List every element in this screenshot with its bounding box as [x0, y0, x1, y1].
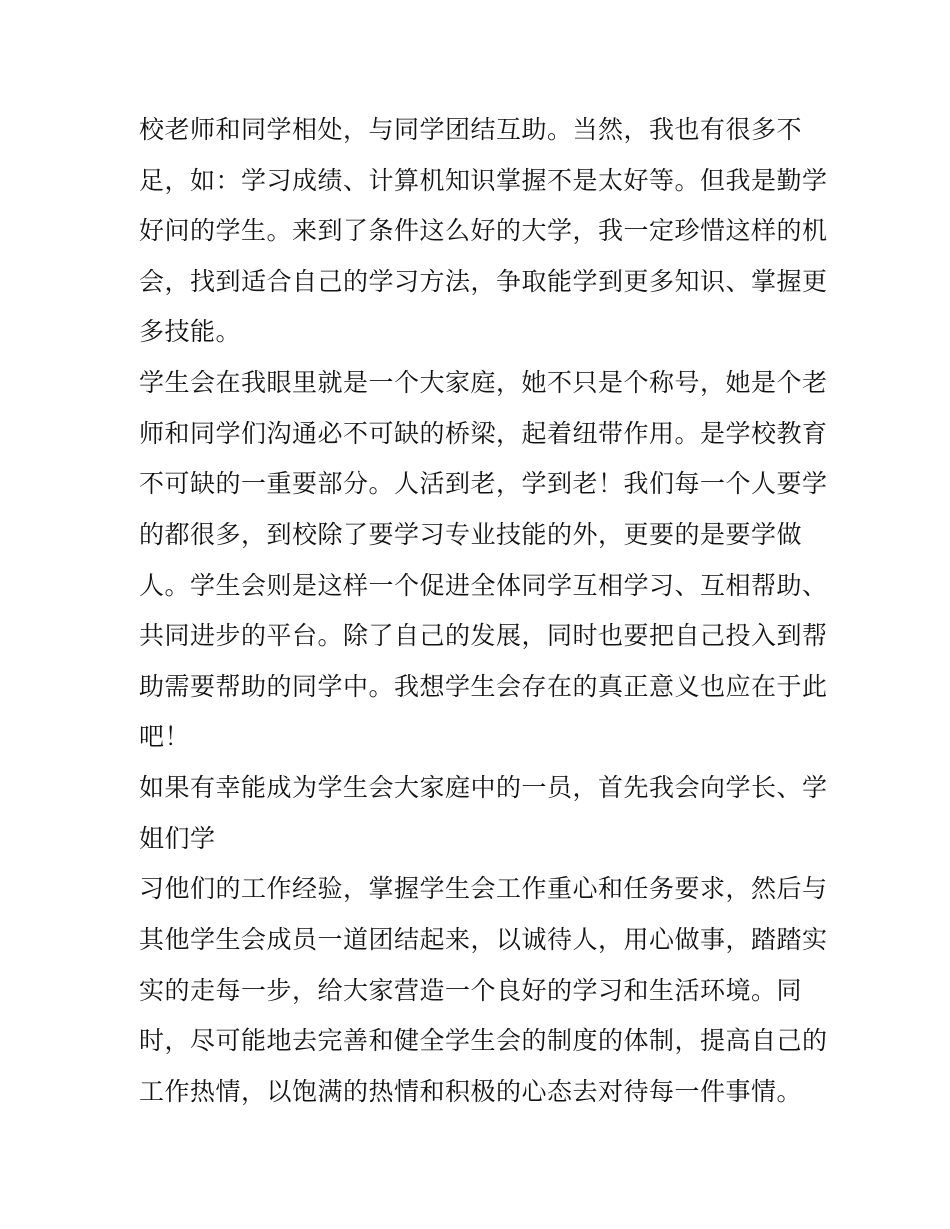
text-line: 习他们的工作经验，掌握学生会工作重心和任务要求，然后与	[139, 874, 828, 903]
text-line: 实的走每一步，给大家营造一个良好的学习和生活环境。同	[139, 976, 803, 1005]
text-line: 其他学生会成员一道团结起来，以诚待人，用心做事，踏踏实	[139, 925, 828, 954]
text-line: 会，找到适合自己的学习方法，争取能学到更多知识、掌握更	[139, 267, 828, 296]
text-line: 的都很多，到校除了要学习专业技能的外，更要的是要学做	[139, 520, 803, 549]
text-line: 校老师和同学相处，与同学团结互助。当然，我也有很多不	[139, 115, 803, 144]
text-line: 人。学生会则是这样一个促进全体同学互相学习、互相帮助、	[139, 571, 828, 600]
text-line: 如果有幸能成为学生会大家庭中的一员，首先我会向学长、学	[139, 773, 828, 802]
text-line: 时，尽可能地去完善和健全学生会的制度的体制，提高自己的	[139, 1026, 828, 1055]
text-line: 姐们学	[139, 824, 216, 853]
text-line: 不可缺的一重要部分。人活到老，学到老！我们每一个人要学	[139, 469, 828, 498]
text-line: 工作热情，以饱满的热情和积极的心态去对待每一件事情。	[139, 1077, 803, 1106]
text-line: 师和同学们沟通必不可缺的桥梁，起着纽带作用。是学校教育	[139, 419, 828, 448]
text-line: 好问的学生。来到了条件这么好的大学，我一定珍惜这样的机	[139, 216, 828, 245]
text-line: 吧！	[139, 722, 191, 751]
text-line: 助需要帮助的同学中。我想学生会存在的真正意义也应在于此	[139, 672, 828, 701]
text-line: 足，如：学习成绩、计算机知识掌握不是太好等。但我是勤学	[139, 166, 828, 195]
text-line: 共同进步的平台。除了自己的发展，同时也要把自己投入到帮	[139, 621, 828, 650]
text-line: 多技能。	[139, 317, 242, 346]
text-line: 学生会在我眼里就是一个大家庭，她不只是个称号，她是个老	[139, 368, 828, 397]
